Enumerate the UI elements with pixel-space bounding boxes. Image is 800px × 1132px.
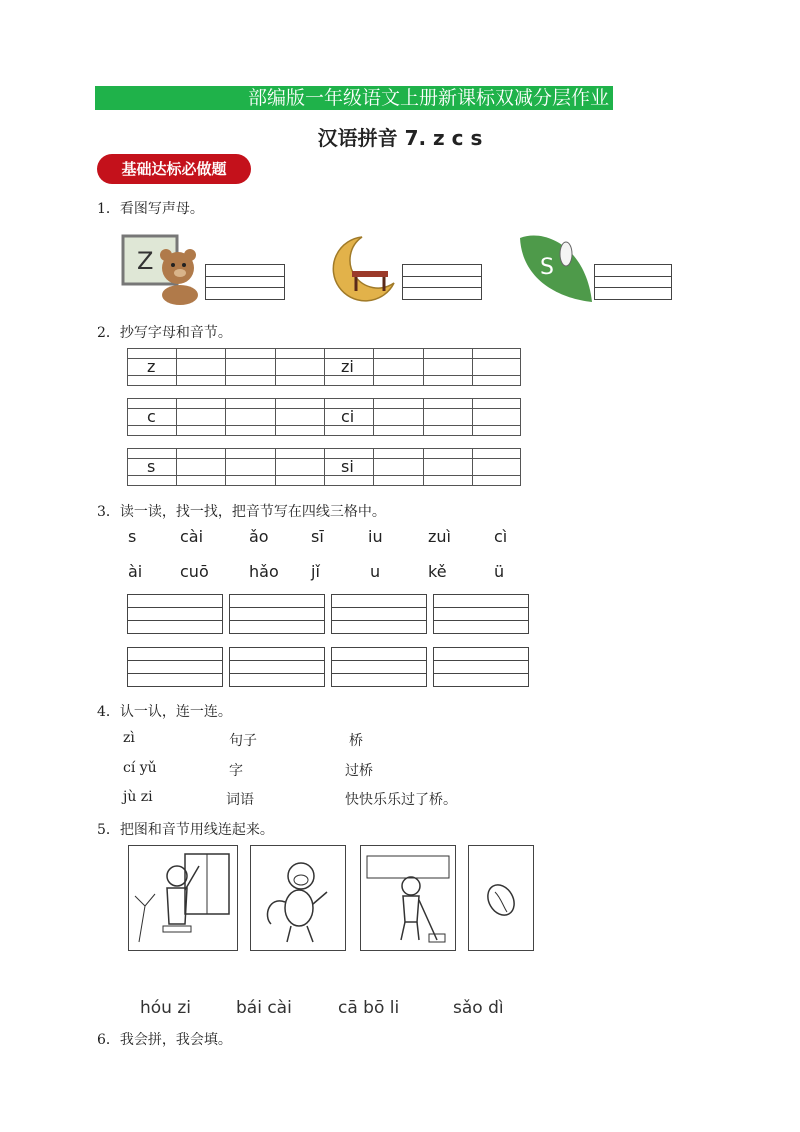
pinyin-item: jù zi [123, 789, 153, 805]
copy-syllable-ci: ci [341, 407, 355, 426]
copy-letter-s: s [147, 457, 156, 476]
bear-blackboard-picture [120, 233, 205, 305]
copy-syllable-zi: zi [341, 357, 354, 376]
four-line-box[interactable] [127, 647, 223, 687]
picture-monkey [250, 845, 346, 951]
syllable-item: kě [428, 562, 447, 581]
write-box-2[interactable] [402, 264, 482, 300]
question-3: 3．读一读，找一找，把音节写在四线三格中。 [97, 504, 386, 520]
syllable-item: ài [128, 562, 143, 581]
picture-sweeping [360, 845, 456, 951]
picture-cabbage [468, 845, 534, 951]
question-4: 4．认一认，连一连。 [97, 704, 232, 720]
match-syllable: bái cài [236, 998, 292, 1018]
match-syllable: hóu zi [140, 998, 191, 1018]
syllable-item: zuì [428, 527, 451, 546]
match-syllable: cā bō li [338, 998, 400, 1018]
question-2: 2．抄写字母和音节。 [97, 325, 232, 341]
banner-text: 部编版一年级语文上册新课标双减分层作业 [247, 87, 609, 109]
question-6: 6．我会拼，我会填。 [97, 1032, 232, 1048]
syllable-item: s [128, 527, 137, 546]
phrase-item: 快快乐乐过了桥。 [345, 792, 457, 808]
syllable-item: cuō [180, 562, 209, 581]
copy-row-s[interactable] [127, 448, 521, 486]
four-line-box[interactable] [331, 647, 427, 687]
question-1: 1．看图写声母。 [97, 201, 204, 217]
pinyin-item: zì [123, 730, 135, 746]
four-line-box[interactable] [433, 647, 529, 687]
phrase-item: 桥 [349, 733, 363, 749]
syllable-item: ǎo [249, 527, 269, 546]
syllable-item: hǎo [249, 562, 279, 581]
write-box-3[interactable] [594, 264, 672, 300]
syllable-item: jǐ [311, 562, 320, 581]
write-box-1[interactable] [205, 264, 285, 300]
word-item: 字 [229, 763, 243, 779]
question-5: 5．把图和音节用线连起来。 [97, 822, 274, 838]
copy-syllable-si: si [341, 457, 354, 476]
word-item: 句子 [229, 733, 257, 749]
copy-row-c[interactable] [127, 398, 521, 436]
pinyin-item: cí yǔ [123, 760, 157, 776]
syllable-item: u [370, 562, 381, 581]
four-line-box[interactable] [229, 647, 325, 687]
page-title: 汉语拼音 7. z c s [317, 126, 483, 150]
four-line-box[interactable] [331, 594, 427, 634]
leaf-silkworm-picture [516, 228, 596, 306]
leaf-letter: S [540, 255, 554, 280]
header-banner [95, 86, 613, 110]
syllable-item: cì [494, 527, 508, 546]
copy-letter-z: z [147, 357, 156, 376]
section-badge: 基础达标必做题 [97, 154, 251, 184]
syllable-item: iu [368, 527, 383, 546]
syllable-item: ü [494, 562, 505, 581]
picture-window-cleaning [128, 845, 238, 951]
phrase-item: 过桥 [345, 763, 373, 779]
four-line-box[interactable] [127, 594, 223, 634]
four-line-box[interactable] [433, 594, 529, 634]
syllable-item: sī [311, 527, 324, 546]
copy-row-z[interactable] [127, 348, 521, 386]
word-item: 词语 [226, 792, 254, 808]
four-line-box[interactable] [229, 594, 325, 634]
chalkboard-letter: Z [137, 247, 154, 275]
copy-letter-c: c [147, 407, 156, 426]
syllable-item: cài [180, 527, 204, 546]
moon-table-picture [322, 233, 402, 303]
match-syllable: sǎo dì [453, 998, 504, 1018]
